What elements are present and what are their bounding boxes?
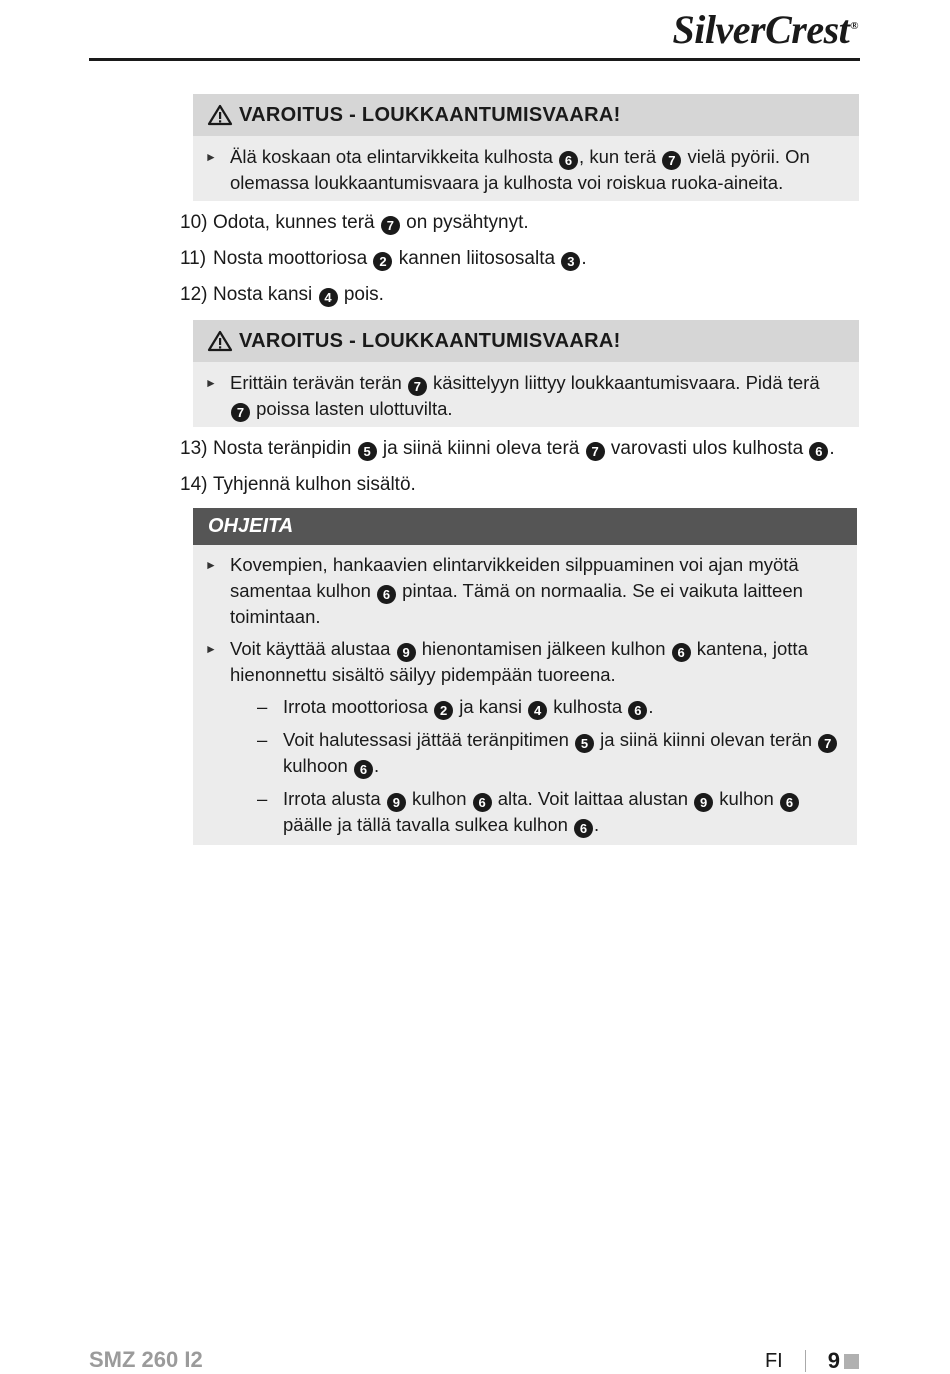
- brand-name: SilverCrest: [672, 7, 850, 52]
- part-number-badge: 6: [628, 701, 647, 720]
- part-number-badge: 5: [575, 734, 594, 753]
- warning-bullet-1: ► Älä koskaan ota elintarvikkeita kulhosta 6 , kun terä 7 vielä pyörii. On olemassa loukkaantumisvaara ja kulhosta voi roiskua ruoka-aineita.: [205, 146, 810, 193]
- notes-header: [193, 508, 857, 545]
- part-number-badge: 7: [381, 216, 400, 235]
- step-12: 12) Nosta kansi 4 pois.: [180, 284, 384, 305]
- dash-marker: –: [257, 696, 268, 717]
- step-11: 11) Nosta moottoriosa 2 kannen liitososalta 3 .: [180, 248, 587, 269]
- step-10: 10) Odota, kunnes terä 7 on pysähtynyt.: [180, 212, 529, 233]
- notes-title: OHJEITA: [208, 515, 294, 537]
- part-number-badge: 6: [473, 793, 492, 812]
- page-marker-square-icon: [844, 1354, 859, 1369]
- part-number-badge: 7: [662, 151, 681, 170]
- part-number-badge: 5: [358, 442, 377, 461]
- part-number-badge: 6: [354, 760, 373, 779]
- part-number-badge: 7: [586, 442, 605, 461]
- part-number-badge: 7: [231, 403, 250, 422]
- part-number-badge: 2: [434, 701, 453, 720]
- part-number-badge: 6: [377, 585, 396, 604]
- part-number-badge: 9: [694, 793, 713, 812]
- bullet-arrow-icon: ►: [205, 150, 217, 164]
- part-number-badge: 6: [672, 643, 691, 662]
- warning-title-2: VAROITUS - LOUKKAANTUMISVAARA!: [239, 329, 621, 352]
- warning-triangle-icon: [207, 330, 233, 352]
- part-number-badge: 7: [818, 734, 837, 753]
- part-number-badge: 2: [373, 252, 392, 271]
- notes-subitem-3: – Irrota alusta 9 kulhon 6 alta. Voit laittaa alustan 9 kulhon 6 päälle ja tällä tavalla sulkea kulhon 6 .: [205, 786, 843, 838]
- notes-bullet-1: ► Kovempien, hankaavien elintarvikkeiden silppuaminen voi ajan myötä samentaa kulhon 6 pintaa. Tämä on normaalia. Se ei vaikuta laitteen toimintaan.: [205, 554, 803, 627]
- header-rule: [89, 58, 860, 61]
- part-number-badge: 4: [528, 701, 547, 720]
- warning-box-2: [193, 320, 859, 427]
- part-number-badge: 4: [319, 288, 338, 307]
- dash-marker: –: [257, 788, 268, 809]
- part-number-badge: 6: [809, 442, 828, 461]
- bullet-arrow-icon: ►: [205, 558, 217, 572]
- notes-box: [193, 508, 857, 845]
- part-number-badge: 9: [387, 793, 406, 812]
- footer-language: FI: [764, 1349, 783, 1372]
- footer-page-info: [765, 1348, 859, 1374]
- step-14: 14) Tyhjennä kulhon sisältö.: [180, 474, 416, 495]
- footer-divider: [805, 1350, 806, 1372]
- notes-bullet-2: ► Voit käyttää alustaa 9 hienontamisen jälkeen kulhon 6 kantena, jotta hienonnettu sisältö säilyy pidempään tuoreena.: [205, 638, 808, 685]
- warning-box-1: [193, 94, 859, 201]
- bullet-arrow-icon: ►: [205, 642, 217, 656]
- part-number-badge: 6: [574, 819, 593, 838]
- part-number-badge: 6: [780, 793, 799, 812]
- part-number-badge: 9: [397, 643, 416, 662]
- step-13: 13) Nosta teränpidin 5 ja siinä kiinni oleva terä 7 varovasti ulos kulhosta 6 .: [180, 438, 835, 459]
- warning-title-1: VAROITUS - LOUKKAANTUMISVAARA!: [239, 103, 621, 126]
- part-number-badge: 7: [408, 377, 427, 396]
- warning-header-1: [193, 94, 859, 136]
- bullet-arrow-icon: ►: [205, 376, 217, 390]
- notes-subitem-1: – Irrota moottoriosa 2 ja kansi 4 kulhosta 6 .: [257, 696, 654, 718]
- notes-subitem-2: – Voit halutessasi jättää teränpitimen 5 ja siinä kiinni olevan terän 7 kulhoon 6 .: [205, 727, 843, 779]
- brand-logo: [673, 6, 858, 53]
- dash-marker: –: [257, 729, 268, 750]
- registered-mark: ®: [850, 19, 858, 32]
- warning-bullet-2: ► Erittäin terävän terän 7 käsittelyyn liittyy loukkaantumisvaara. Pidä terä 7 poissa lasten ulottuvilta.: [205, 372, 820, 420]
- part-number-badge: 3: [561, 252, 580, 271]
- warning-header-2: [193, 320, 859, 362]
- warning-triangle-icon: [207, 104, 233, 126]
- footer-model: SMZ 260 I2: [89, 1347, 203, 1372]
- page-number: 9: [827, 1348, 840, 1373]
- part-number-badge: 6: [559, 151, 578, 170]
